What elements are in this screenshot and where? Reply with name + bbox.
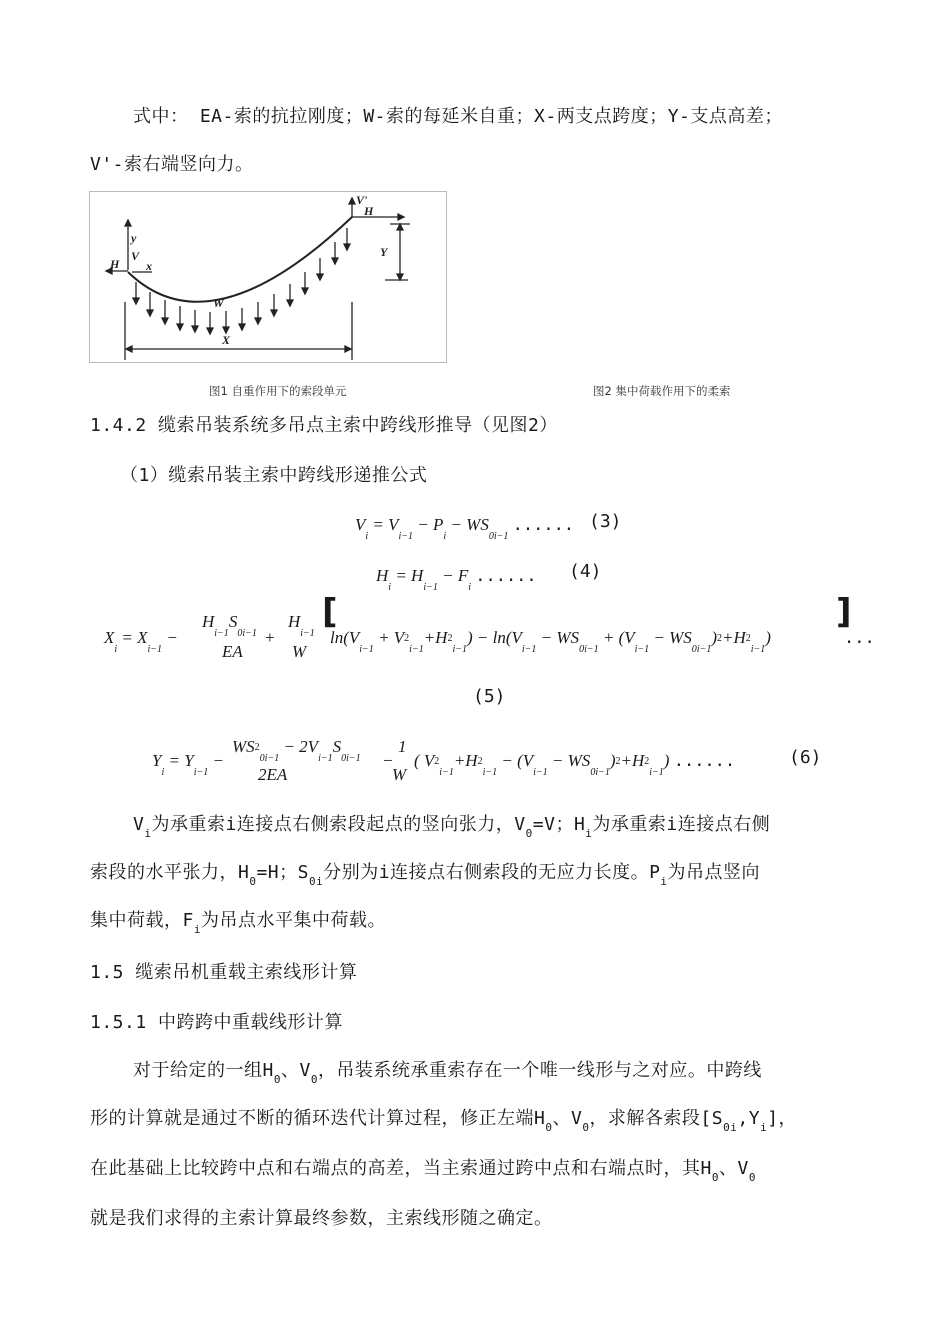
equation-6-number: (6) <box>789 747 822 768</box>
intro-line-2: V'-索右端竖向力。 <box>90 154 254 175</box>
section-heading-15: 1.5 缆索吊机重载主索线形计算 <box>90 962 358 983</box>
figure-caption-2: 图2 集中荷载作用下的柔索 <box>593 384 731 398</box>
vars-line-3: 集中荷载，$F_i$为吊点水平集中荷载。 <box>90 910 386 936</box>
final-line-4: 就是我们求得的主索计算最终参数，主索线形随之确定。 <box>90 1208 553 1229</box>
section-heading-142: 1.4.2 缆索吊装系统多吊点主索中跨线形推导（见图2） <box>90 415 558 436</box>
equation-5: $X_i = X_{i-1}$ − $H_{i-1}S_{0i-1}$ EA + $H_{i-1}$ W [ $\ln(V_{i-1} + V2_{i-1}+H2_{i-1}) - \ln(V_{i-1} - WS_{0i-1} + (V_{i-1} - WS_{0i-1})2+H2_{i-1})$ ] ... <box>104 592 875 661</box>
load-arrows <box>133 228 350 334</box>
label-h-left: H <box>110 257 120 271</box>
final-line-1: 对于给定的一组$H_0$、$V_0$，吊装系统承重索存在一个唯一线形与之对应。中跨线 <box>133 1060 762 1086</box>
equation-5-number: (5) <box>473 686 506 707</box>
label-v-left: V <box>131 249 140 263</box>
label-y-left: y <box>131 231 137 245</box>
equation-4: $H_i = H_{i-1} - F_i$ ...... <box>376 566 537 593</box>
label-w: W <box>213 296 224 310</box>
equation-6: $Y_i = Y_{i-1}$ − $WS2_{0i-1} - 2V_{i-1}S_{0i-1}$ 2EA − 1 W ( $V2_{i-1}+H2_{i-1} - (V_{i-1} - WS_{0i-1})2+H2_{i-1}$) ...... <box>152 737 736 784</box>
subsection-heading-1: （1）缆索吊装主索中跨线形递推公式 <box>120 465 428 486</box>
label-h-right: H <box>364 204 374 218</box>
cable-figure <box>89 191 447 363</box>
equation-4-number: (4) <box>569 561 602 582</box>
section-heading-151: 1.5.1 中跨跨中重载线形计算 <box>90 1012 344 1033</box>
vars-line-1: $V_i$为承重索i连接点右侧索段起点的竖向张力，$V_0=V$；$H_i$为承重索i连接点右侧 <box>133 814 771 840</box>
intro-line-1: 式中： EA-索的抗拉刚度；W-索的每延米自重；X-两支点跨度；Y-支点高差； <box>133 106 783 127</box>
final-line-2: 形的计算就是通过不断的循环迭代计算过程，修正左端$H_0$、$V_0$，求解各索段$[S_{0i},Y_i]$， <box>90 1108 798 1134</box>
label-v-prime: V' <box>356 193 368 207</box>
label-y-right: Y <box>380 245 388 259</box>
final-line-3: 在此基础上比较跨中点和右端点的高差，当主索通过跨中点和右端点时，其$H_0$、$V_0$ <box>90 1158 756 1184</box>
equation-3: $V_i = V_{i-1} - P_i - WS_{0i-1}$ ...... <box>355 515 575 542</box>
label-x-span: X <box>222 333 231 347</box>
vars-line-2: 索段的水平张力，$H_0=H$；$S_{0i}$分别为i连接点右侧索段的无应力长度。$P_i$为吊点竖向 <box>90 862 761 888</box>
figure-caption-1: 图1 自重作用下的索段单元 <box>209 384 347 398</box>
label-x-small: x <box>146 259 152 273</box>
cable-diagram <box>90 192 446 362</box>
equation-3-number: (3) <box>589 511 622 532</box>
cable-curve <box>128 217 352 302</box>
